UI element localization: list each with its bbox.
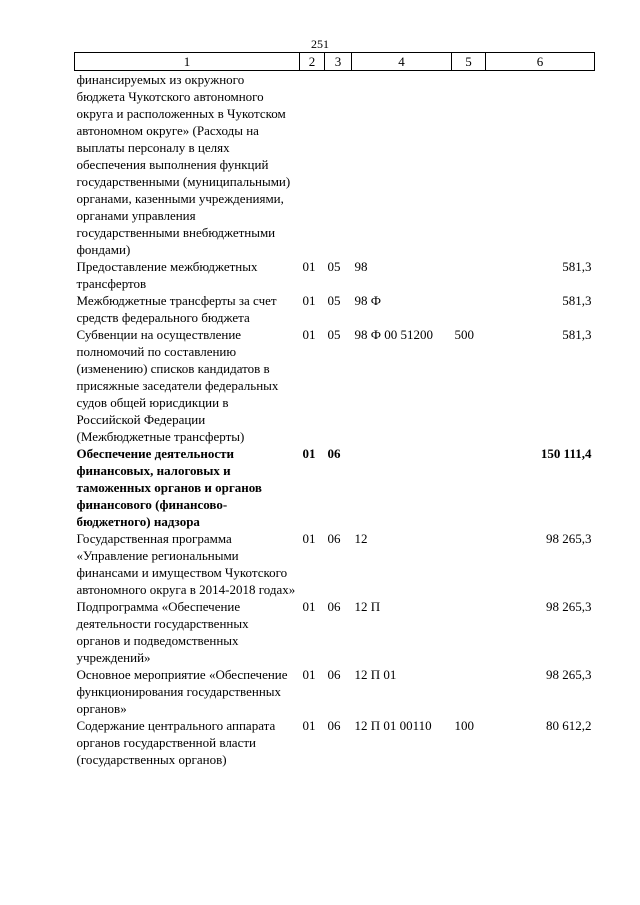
row-expense-type	[452, 71, 486, 259]
row-name: Основное мероприятие «Обеспечение функционирования государственных органов»	[76, 667, 288, 716]
column-header: 5	[452, 53, 486, 71]
table-row	[75, 717, 595, 768]
budget-table	[74, 52, 595, 768]
row-subsection: 06	[327, 718, 341, 733]
table-body	[75, 71, 595, 769]
row-name: Межбюджетные трансферты за счет средств федерального бюджета	[76, 293, 277, 325]
row-amount: 98 265,3	[546, 667, 592, 682]
row-name: Предоставление межбюджетных трансфертов	[76, 259, 258, 291]
column-header: 6	[486, 53, 595, 71]
row-name: Субвенции на осуществление полномочий по составлению (изменению) списков кандидатов в присяжные заседатели федеральных судов общей юрисдикции в Российской Федерации (Межбюджетные трансферты)	[76, 327, 279, 444]
row-expense-type	[452, 666, 486, 717]
row-target-code	[352, 71, 452, 259]
row-expense-type	[452, 598, 486, 666]
row-target-code: 98 Ф 00 51200	[354, 327, 434, 342]
row-expense-type	[452, 530, 486, 598]
row-amount: 98 265,3	[546, 599, 592, 614]
row-subsection: 06	[327, 599, 341, 614]
row-name: финансируемых из окружного бюджета Чукотского автономного округа и расположенных в Чукотском автономном округе» (Расходы на выплаты персоналу в целях обеспечения выполнения функций государственными (муниципальными) органами, казенными учреждениями, органами управления государственными внебюджетными фондами)	[76, 72, 291, 257]
row-name: Обеспечение деятельности финансовых, налоговых и таможенных органов и органов финансового (финансово-бюджетного) надзора	[76, 446, 262, 529]
row-amount: 581,3	[562, 327, 592, 342]
table-row	[75, 530, 595, 598]
row-expense-type	[452, 292, 486, 326]
row-amount: 581,3	[562, 293, 592, 308]
row-section: 01	[302, 446, 316, 461]
row-section: 01	[302, 293, 316, 308]
row-target-code: 12 П 01 00110	[354, 718, 432, 733]
row-amount: 80 612,2	[546, 718, 592, 733]
row-subsection: 05	[327, 293, 341, 308]
column-header: 2	[300, 53, 325, 71]
row-expense-type: 100	[454, 718, 474, 733]
row-target-code: 12 П	[354, 599, 381, 614]
row-section: 01	[302, 531, 316, 546]
table-row	[75, 326, 595, 445]
row-amount: 581,3	[562, 259, 592, 274]
row-name: Подпрограмма «Обеспечение деятельности государственных органов и подведомственных учреждений»	[76, 599, 249, 665]
row-expense-type	[452, 258, 486, 292]
column-header: 1	[75, 53, 300, 71]
row-target-code	[352, 445, 452, 530]
row-subsection: 05	[327, 259, 341, 274]
row-section: 01	[302, 327, 316, 342]
column-header: 4	[352, 53, 452, 71]
row-name: Государственная программа «Управление региональными финансами и имуществом Чукотского автономного округа в 2014-2018 годах»	[76, 531, 296, 597]
row-name: Содержание центрального аппарата органов государственной власти (государственных органов)	[76, 718, 276, 767]
table-row	[75, 666, 595, 717]
row-subsection: 05	[327, 327, 341, 342]
row-amount: 98 265,3	[546, 531, 592, 546]
row-target-code: 98	[354, 259, 368, 274]
table-row	[75, 258, 595, 292]
row-section: 01	[302, 718, 316, 733]
page-number: 251	[311, 37, 329, 51]
row-target-code: 12 П 01	[354, 667, 397, 682]
row-subsection: 06	[327, 531, 341, 546]
row-expense-type: 500	[454, 327, 474, 342]
row-target-code: 12	[354, 531, 368, 546]
table-header-row	[75, 53, 595, 71]
row-section: 01	[302, 259, 316, 274]
row-amount	[486, 71, 595, 259]
row-section	[300, 71, 325, 259]
row-target-code: 98 Ф	[354, 293, 382, 308]
table-row	[75, 445, 595, 530]
column-header: 3	[325, 53, 352, 71]
table-row	[75, 71, 595, 259]
row-subsection: 06	[327, 446, 341, 461]
row-expense-type	[452, 445, 486, 530]
table-row	[75, 598, 595, 666]
row-section: 01	[302, 599, 316, 614]
row-subsection	[325, 71, 352, 259]
row-section: 01	[302, 667, 316, 682]
row-subsection: 06	[327, 667, 341, 682]
table-row	[75, 292, 595, 326]
row-amount: 150 111,4	[540, 446, 592, 461]
